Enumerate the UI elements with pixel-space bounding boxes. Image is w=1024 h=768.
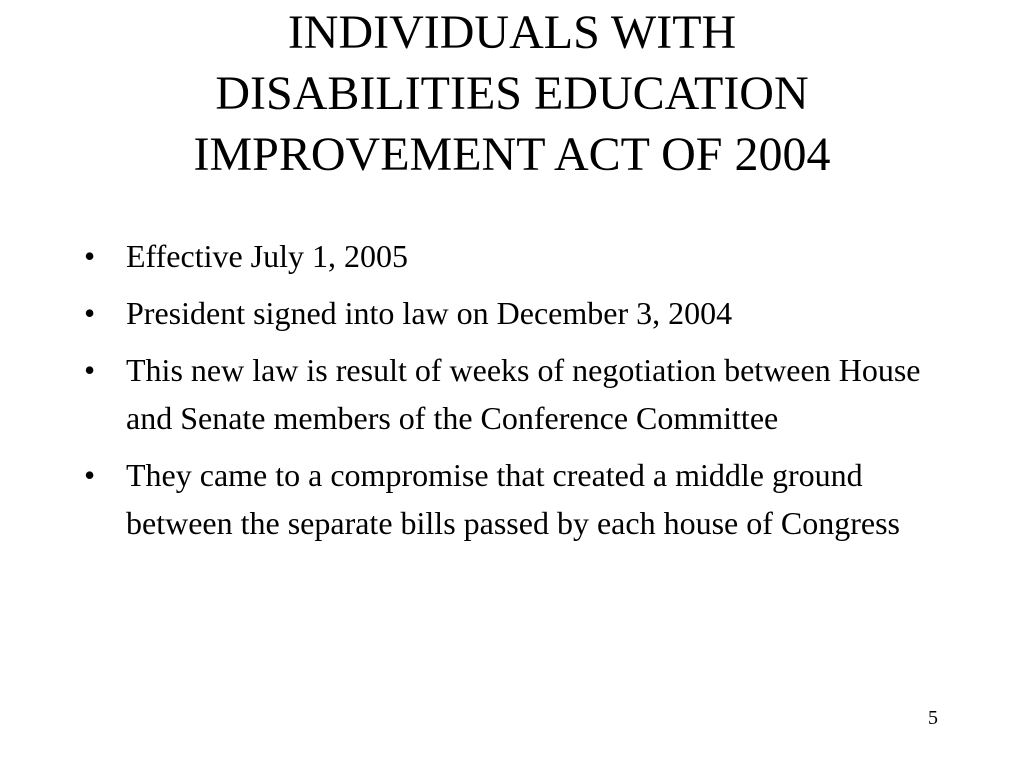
bullet-text: This new law is result of weeks of negotiation between House and Senate members of the Conference Committee <box>126 352 921 436</box>
bullet-list <box>84 232 944 556</box>
bullet-icon: • <box>84 352 96 388</box>
title-line-1: INDIVIDUALS WITH <box>287 6 737 59</box>
bullet-item-effective-date <box>84 232 944 280</box>
title-line-2: DISABILITIES EDUCATION <box>215 67 809 120</box>
slide-title <box>60 2 964 185</box>
bullet-item-signed-date <box>84 289 944 337</box>
bullet-item-negotiation <box>84 346 944 442</box>
bullet-icon: • <box>84 295 96 331</box>
bullet-icon: • <box>84 457 96 493</box>
title-line-3: IMPROVEMENT ACT OF 2004 <box>193 128 831 181</box>
bullet-text: President signed into law on December 3, 2004 <box>126 295 733 331</box>
page-number: 5 <box>928 707 938 729</box>
bullet-item-compromise <box>84 451 944 547</box>
bullet-text: They came to a compromise that created a middle ground between the separate bills passed by each house of Congress <box>126 457 900 541</box>
bullet-text: Effective July 1, 2005 <box>126 238 409 274</box>
bullet-icon: • <box>84 238 96 274</box>
